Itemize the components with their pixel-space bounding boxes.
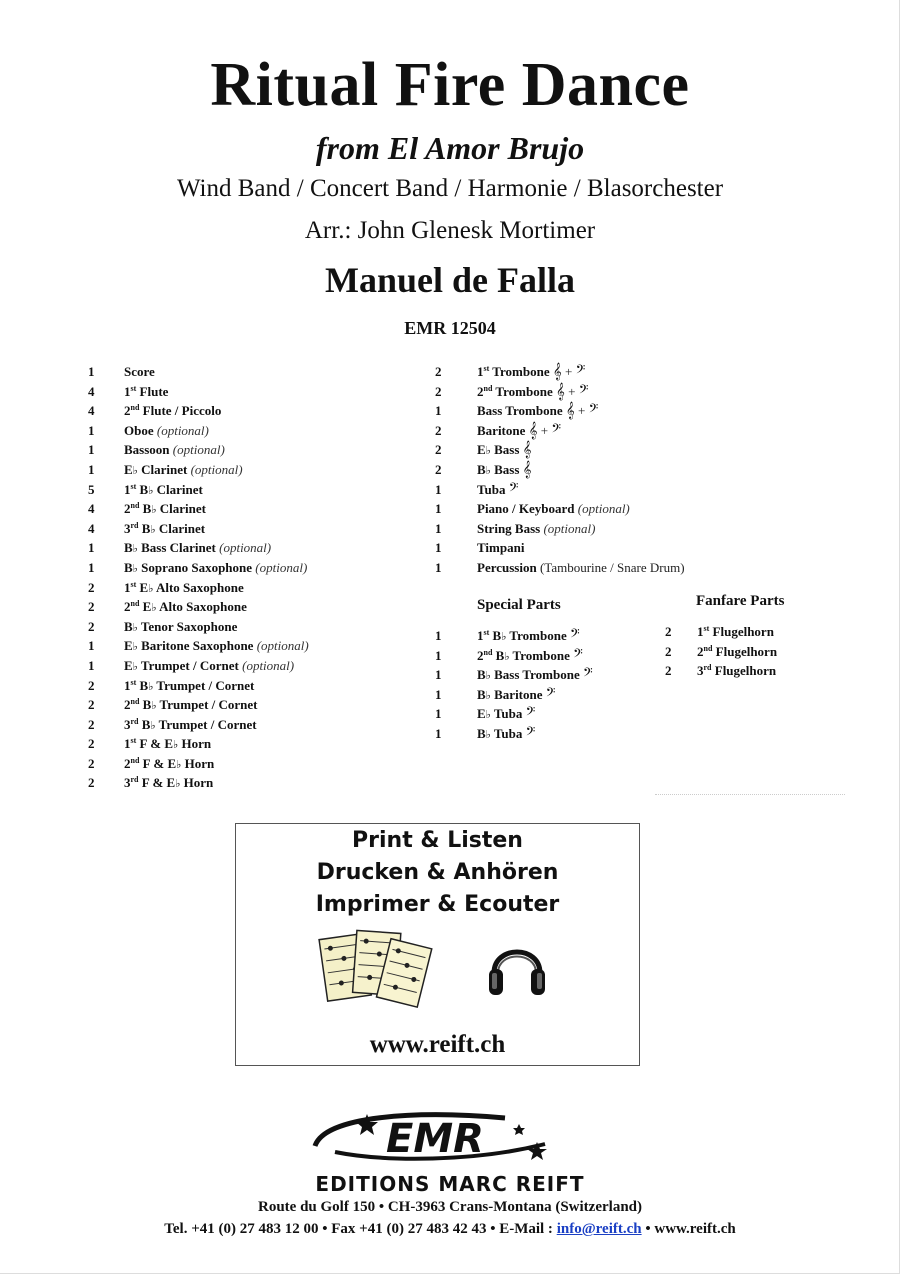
part-text: B — [138, 716, 151, 732]
part-name — [477, 626, 580, 648]
clef-icon: 𝄞 — [552, 364, 562, 380]
ordinal-suffix: rd — [130, 520, 139, 530]
part-name — [477, 558, 685, 578]
part-name — [477, 519, 595, 539]
part-text: Trumpet / Cornet — [153, 677, 255, 693]
part-quantity: 1 — [88, 422, 95, 438]
part-name — [124, 656, 294, 678]
emr-logo — [305, 1108, 567, 1170]
promo-website-link[interactable]: www.reift.ch — [369, 1031, 506, 1058]
part-text: Alto Saxophone — [153, 579, 244, 595]
part-text: Piano / Keyboard — [477, 501, 578, 517]
flat-sign: ♭ — [485, 709, 491, 722]
ordinal-suffix: nd — [483, 383, 493, 393]
part-name — [124, 754, 214, 776]
flat-sign: ♭ — [132, 562, 138, 575]
part-text: Trombone — [489, 364, 553, 379]
clef-icon: 𝄢 — [578, 383, 589, 400]
publisher-contact — [0, 1218, 900, 1240]
part-name — [124, 499, 206, 521]
part-quantity: 2 — [665, 663, 672, 679]
part-text: Bass Trombone — [477, 403, 566, 419]
flat-sign: ♭ — [150, 719, 156, 732]
part-text: 1 — [124, 736, 131, 752]
part-text: Tuba — [490, 706, 526, 722]
part-name — [477, 685, 555, 707]
part-name — [124, 617, 237, 639]
part-text: Percussion — [477, 559, 540, 575]
part-text: F & E — [138, 775, 176, 791]
contact-phone-fax: Tel. +41 (0) 27 483 12 00 • Fax +41 (0) 27 483 42 43 • E-Mail : — [164, 1221, 557, 1237]
part-quantity: 1 — [435, 501, 442, 517]
part-text: B — [477, 461, 486, 477]
clef-icon: 𝄢 — [575, 364, 586, 380]
flat-sign: ♭ — [150, 523, 156, 536]
part-text: Bass Trombone — [490, 667, 583, 683]
part-quantity: 4 — [88, 403, 95, 419]
ordinal-suffix: nd — [483, 647, 493, 657]
part-quantity: 1 — [435, 706, 442, 722]
part-text: 1 — [124, 481, 131, 497]
flat-sign: ♭ — [132, 464, 138, 477]
part-name — [124, 401, 221, 421]
part-name — [124, 558, 307, 580]
part-text: Horn — [181, 755, 215, 771]
part-quantity: 2 — [88, 599, 95, 615]
part-name — [124, 460, 243, 482]
part-text: Trombone — [509, 647, 574, 663]
optional-note: (optional) — [242, 657, 295, 673]
part-name — [124, 538, 271, 560]
part-text: B — [136, 677, 149, 693]
part-name — [477, 421, 561, 441]
part-quantity: 1 — [88, 657, 95, 673]
ordinal-suffix: st — [483, 628, 490, 637]
composer-name: Manuel de Falla — [325, 260, 575, 300]
flat-sign: ♭ — [504, 650, 510, 663]
flat-sign: ♭ — [175, 778, 181, 791]
part-text: Bassoon — [124, 442, 173, 458]
part-text: 1 — [124, 579, 131, 595]
promo-line-french: Imprimer & Ecouter — [315, 892, 560, 917]
ordinal-suffix: st — [130, 677, 137, 687]
optional-note: (optional) — [577, 501, 630, 517]
page-title: Ritual Fire Dance — [210, 51, 690, 119]
promo-line-german: Drucken & Anhören — [316, 860, 559, 885]
part-text: 2 — [124, 599, 131, 615]
part-text: 2 — [124, 501, 131, 517]
part-text: 1 — [697, 624, 704, 639]
ordinal-suffix: nd — [130, 755, 140, 765]
ordinal-suffix: rd — [130, 775, 139, 785]
ordinal-suffix: nd — [130, 501, 140, 511]
part-text: Trumpet / Cornet — [137, 657, 243, 673]
part-text: Baritone Saxophone — [137, 638, 257, 654]
part-name — [124, 480, 203, 502]
part-text: 2 — [124, 755, 131, 771]
part-text: Horn — [178, 736, 212, 752]
optional-note: (optional) — [156, 422, 209, 438]
clef-icon: 𝄞 — [522, 442, 532, 459]
contact-website: • www.reift.ch — [641, 1221, 736, 1237]
ordinal-suffix: nd — [130, 599, 140, 609]
divider — [655, 794, 845, 795]
part-name — [124, 676, 254, 698]
optional-note: (optional) — [219, 540, 272, 556]
part-text: String Bass — [477, 520, 544, 536]
special-parts-heading: Special Parts — [477, 597, 561, 613]
flat-sign: ♭ — [148, 680, 154, 693]
flat-sign: ♭ — [173, 739, 179, 752]
ordinal-suffix: nd — [130, 403, 140, 413]
ordinal-suffix: rd — [703, 663, 712, 673]
part-quantity: 1 — [88, 540, 95, 556]
ordinal-suffix: st — [483, 364, 490, 373]
flat-sign: ♭ — [176, 758, 182, 771]
part-quantity: 2 — [665, 624, 672, 639]
part-text: Tuba — [490, 725, 526, 741]
part-text: 1 — [477, 364, 484, 379]
part-text: Trumpet / Cornet — [155, 716, 257, 732]
part-text: Soprano Saxophone — [137, 559, 256, 575]
part-text: B — [124, 540, 133, 556]
part-quantity: 2 — [88, 579, 95, 595]
flat-sign: ♭ — [501, 631, 507, 643]
flat-sign: ♭ — [485, 670, 491, 683]
part-name — [477, 646, 583, 668]
part-text: Flugelhorn — [712, 643, 778, 659]
part-quantity: 1 — [435, 628, 442, 643]
part-text: B — [124, 559, 133, 575]
part-name — [124, 773, 213, 795]
part-text: B — [136, 481, 149, 497]
part-quantity: 1 — [435, 667, 442, 683]
part-text: B — [477, 686, 486, 702]
part-name — [477, 440, 532, 462]
flat-sign: ♭ — [151, 700, 157, 713]
part-text: 2 — [124, 403, 131, 419]
clef-icon: 𝄞 — [528, 422, 538, 439]
clef-icon: 𝄢 — [545, 686, 556, 703]
subtitle: from El Amor Brujo — [315, 130, 585, 166]
part-text: Flugelhorn — [709, 624, 774, 639]
logo-lettering: EMR — [386, 1116, 484, 1162]
part-text: E — [124, 461, 133, 477]
part-text: E — [139, 599, 152, 615]
part-text: Bass — [490, 461, 523, 477]
part-name — [477, 362, 585, 382]
part-note: + — [561, 364, 576, 379]
part-text: Horn — [180, 775, 214, 791]
flat-sign: ♭ — [132, 641, 138, 654]
part-note: + — [537, 422, 552, 438]
part-text: 2 — [477, 383, 484, 399]
part-name — [124, 597, 247, 619]
part-quantity: 1 — [88, 559, 95, 575]
part-quantity: 1 — [435, 647, 442, 663]
part-text: 3 — [124, 775, 131, 791]
optional-note: (optional) — [190, 461, 243, 477]
part-text: Bass Clarinet — [137, 540, 220, 556]
part-text: Timpani — [477, 540, 525, 556]
flat-sign: ♭ — [132, 660, 138, 673]
part-quantity: 2 — [88, 716, 95, 732]
part-name — [124, 695, 258, 717]
part-quantity: 1 — [435, 520, 442, 536]
part-name — [124, 519, 205, 541]
clef-icon: 𝄢 — [508, 481, 519, 498]
part-text: E — [477, 706, 486, 722]
part-text: Baritone — [490, 686, 546, 702]
flat-sign: ♭ — [151, 602, 157, 615]
part-name — [477, 460, 532, 482]
part-text: B — [138, 520, 151, 536]
part-text: E — [124, 638, 133, 654]
sheet-music-icon — [318, 928, 433, 1018]
part-quantity: 4 — [88, 520, 95, 536]
part-text: Bass — [490, 442, 523, 458]
part-text: Tenor Saxophone — [137, 618, 238, 634]
optional-note: (optional) — [543, 520, 596, 536]
print-listen-box[interactable] — [235, 823, 640, 1066]
flat-sign: ♭ — [485, 689, 491, 702]
part-text: 1 — [477, 628, 484, 643]
part-text: Trombone — [506, 628, 570, 643]
part-text: E — [124, 657, 133, 673]
clef-icon: 𝄞 — [522, 461, 532, 478]
flat-sign: ♭ — [485, 445, 491, 458]
part-name — [124, 421, 209, 441]
part-text: Clarinet — [156, 501, 206, 517]
flat-sign: ♭ — [485, 464, 491, 477]
part-text: Flute / Piccolo — [139, 403, 222, 419]
flat-sign: ♭ — [485, 728, 491, 741]
part-quantity: 2 — [88, 775, 95, 791]
part-text: Alto Saxophone — [156, 599, 247, 615]
part-quantity: 1 — [88, 461, 95, 477]
publisher-name: EDITIONS MARC REIFT — [315, 1172, 585, 1196]
part-quantity: 2 — [435, 364, 442, 379]
part-name — [477, 499, 630, 519]
part-quantity: 4 — [88, 383, 95, 399]
part-quantity: 1 — [435, 540, 442, 556]
ordinal-suffix: st — [703, 624, 710, 633]
part-name — [124, 440, 225, 460]
part-quantity: 4 — [88, 501, 95, 517]
part-quantity: 1 — [435, 686, 442, 702]
clef-icon: 𝄞 — [565, 403, 575, 420]
part-name — [124, 636, 309, 658]
part-quantity: 1 — [435, 725, 442, 741]
part-quantity: 1 — [88, 442, 95, 458]
part-name — [124, 382, 168, 402]
part-quantity: 2 — [88, 618, 95, 634]
headphones-icon — [486, 929, 548, 999]
part-note: (Tambourine / Snare Drum) — [539, 559, 685, 575]
part-quantity: 2 — [435, 442, 442, 458]
optional-note: (optional) — [255, 559, 308, 575]
part-text: B — [492, 647, 505, 663]
part-quantity: 2 — [435, 422, 442, 438]
part-text: B — [139, 697, 152, 713]
part-name — [477, 724, 535, 746]
ordinal-suffix: rd — [130, 716, 139, 726]
part-name — [697, 661, 776, 681]
part-text: B — [489, 628, 502, 643]
part-quantity: 5 — [88, 481, 95, 497]
part-text: Clarinet — [153, 481, 203, 497]
scoring-line: Wind Band / Concert Band / Harmonie / Blasorchester — [176, 175, 724, 202]
fanfare-parts-heading: Fanfare Parts — [696, 593, 785, 609]
flat-sign: ♭ — [148, 484, 154, 497]
part-name — [124, 362, 155, 382]
part-name — [477, 401, 598, 421]
part-text: Clarinet — [137, 461, 191, 477]
part-text: 1 — [124, 677, 131, 693]
part-quantity: 2 — [88, 677, 95, 693]
part-text: Trombone — [492, 383, 556, 399]
flat-sign: ♭ — [151, 504, 157, 517]
optional-note: (optional) — [256, 638, 309, 654]
promo-line-english: Print & Listen — [352, 828, 523, 853]
part-text: Trumpet / Cornet — [156, 697, 258, 713]
part-text: E — [136, 579, 149, 595]
part-note: + — [564, 383, 579, 399]
ordinal-suffix: nd — [703, 643, 713, 653]
part-quantity: 1 — [435, 403, 442, 419]
clef-icon: 𝄞 — [555, 383, 565, 400]
part-text: 2 — [477, 647, 484, 663]
part-quantity: 2 — [435, 461, 442, 477]
part-name — [697, 642, 777, 662]
ordinal-suffix: nd — [130, 697, 140, 707]
part-text: F & E — [139, 755, 177, 771]
email-link[interactable]: info@reift.ch — [556, 1221, 642, 1237]
part-text: Clarinet — [155, 520, 206, 536]
part-name — [124, 715, 257, 737]
optional-note: (optional) — [172, 442, 225, 458]
ordinal-suffix: st — [130, 481, 137, 491]
flat-sign: ♭ — [148, 582, 154, 595]
part-name — [477, 704, 535, 726]
part-text: F & E — [136, 736, 173, 752]
flat-sign: ♭ — [132, 543, 138, 556]
part-quantity: 1 — [88, 364, 95, 379]
part-text: 3 — [124, 716, 131, 732]
part-quantity: 1 — [88, 638, 95, 654]
part-text: Flugelhorn — [711, 663, 777, 679]
part-text: 3 — [697, 663, 704, 679]
arranger-line: Arr.: John Glenesk Mortimer — [304, 217, 596, 244]
ordinal-suffix: st — [130, 579, 137, 589]
part-text: B — [477, 667, 486, 683]
part-text: Tuba — [477, 481, 509, 497]
clef-icon: 𝄢 — [582, 667, 593, 684]
part-name — [124, 734, 211, 756]
publisher-address: Route du Golf 150 • CH-3963 Crans-Montana (Switzerland) — [258, 1199, 642, 1215]
ordinal-suffix: st — [130, 736, 137, 746]
part-text: B — [139, 501, 152, 517]
part-text: 2 — [697, 643, 704, 659]
part-text: B — [124, 618, 133, 634]
part-text: 2 — [124, 697, 131, 713]
part-quantity: 2 — [88, 697, 95, 713]
part-text: Oboe — [124, 422, 157, 438]
clef-icon: 𝄢 — [551, 422, 562, 439]
part-note: + — [574, 403, 589, 419]
catalog-number: EMR 12504 — [404, 318, 496, 338]
part-text: 1 — [124, 383, 131, 399]
clef-icon: 𝄢 — [569, 628, 580, 644]
part-quantity: 2 — [435, 383, 442, 399]
part-name — [697, 622, 774, 642]
part-name — [477, 382, 588, 402]
clef-icon: 𝄢 — [525, 706, 536, 723]
clef-icon: 𝄢 — [573, 647, 583, 664]
part-text: Flute — [136, 383, 169, 399]
part-name — [477, 538, 524, 558]
clef-icon: 𝄢 — [525, 725, 536, 742]
part-text: B — [477, 725, 486, 741]
part-quantity: 2 — [665, 643, 672, 659]
part-quantity: 1 — [435, 481, 442, 497]
part-quantity: 2 — [88, 736, 95, 752]
part-name — [477, 480, 518, 500]
part-name — [477, 665, 593, 687]
part-text: E — [477, 442, 486, 458]
flat-sign: ♭ — [132, 621, 138, 634]
ordinal-suffix: st — [130, 383, 137, 393]
clef-icon: 𝄢 — [588, 403, 599, 420]
part-text: Baritone — [477, 422, 529, 438]
part-text: Score — [124, 364, 155, 379]
part-quantity: 2 — [88, 755, 95, 771]
part-quantity: 1 — [435, 559, 442, 575]
part-name — [124, 578, 244, 600]
part-text: 3 — [124, 520, 131, 536]
